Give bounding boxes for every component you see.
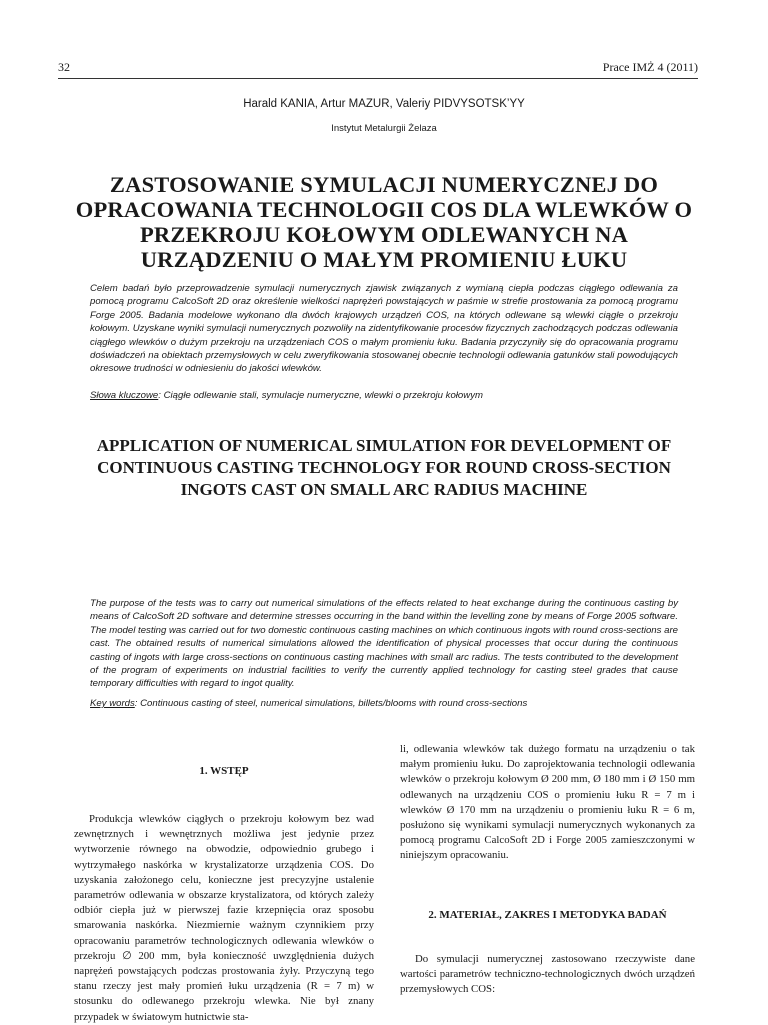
keywords-polish-text: : Ciągłe odlewanie stali, symulacje numeryczne, wlewki o przekroju kołowym: [158, 390, 483, 401]
keywords-english-text: : Continuous casting of steel, numerical simulations, billets/blooms with round cross-sections: [134, 698, 528, 709]
section-2-body: [400, 952, 695, 998]
keywords-polish: [90, 390, 678, 401]
left-column: [74, 812, 374, 1025]
section-2-heading: 2. MATERIAŁ, ZAKRES I METODYKA BADAŃ: [428, 909, 667, 921]
title-english: APPLICATION OF NUMERICAL SIMULATION FOR DEVELOPMENT OF CONTINUOUS CASTING TECHNOLOGY FOR ROUND CROSS-SECTION INGOTS CAST ON SMALL ARC RADIUS MACHINE: [96, 436, 672, 499]
abstract-english: The purpose of the tests was to carry out numerical simulations of the effects related to heat exchange during the continuous casting by means of CalcoSoft 2D software and determine stresses occurring in the band within the levelling zone by means of Forge 2005 software. The model testing was carried out for two domestic continuous casting machines on which continuous ingots with round cross-sections are cast. The obtained results of numerical simulations allowed the identification of physical processes that occur during the continuous casting of ingots with large cross-sections on continuous casting machines with small arc radius. The tests contributed to the development of the program of experiments on industrial facilities to verify the currently applied technology for casting steel grades that cause temporary difficulties with regard to ingot quality.: [90, 598, 678, 690]
keywords-english-label: Key words: [90, 698, 135, 709]
keywords-polish-label: Słowa kluczowe: [90, 390, 159, 401]
section-2-paragraph: Do symulacji numerycznej zastosowano rzeczywiste dane wartości parametrów techniczno-technologicznych dwóch urządzeń przemysłowych COS:: [400, 953, 695, 996]
section-1-heading: 1. WSTĘP: [199, 765, 249, 777]
page-number: 32: [58, 60, 70, 74]
abstract-polish: Celem badań było przeprowadzenie symulacji numerycznych zjawisk związanych z wymianą ciepła podczas ciągłego odlewania za pomocą programu CalcoSoft 2D oraz określenie wielkości naprężeń powstających w paśmie w strefie prostowania za pomocą programu Forge 2005. Badania modelowe wykonano dla dwóch krajowych urządzeń COS, na których odlewane są wlewki ciągłe o przekroju kołowym. Uzyskane wyniki symulacji numerycznych pozwoliły na zidentyfikowanie procesów fizycznych zachodzących podczas odlewania ciągłego wlewków o dużym przekroju na urządzeniach COS o małym promieniu łuku. Badania przyczyniły się do opracowania programu doświadczeń na obiektach przemysłowych w celu zweryfikowania stosowanej obecnie technologii odlewania gatunków stali powodujących okresowe trudności w odniesieniu do jakości wlewków.: [90, 283, 678, 375]
authors: Harald KANIA, Artur MAZUR, Valeriy PIDVYSOTSK’YY: [243, 98, 525, 110]
title-polish: ZASTOSOWANIE SYMULACJI NUMERYCZNEJ DO OPRACOWANIA TECHNOLOGII COS DLA WLEWKÓW O PRZEKROJU KOŁOWYM ODLEWANYCH NA URZĄDZENIU O MAŁYM PROMIENIU ŁUKU: [75, 172, 693, 272]
right-column: [400, 742, 695, 864]
section-1-paragraph: Produkcja wlewków ciągłych o przekroju kołowym bez wad zewnętrznych i wewnętrznych możliwa jest jedynie przez wytworzenie równego na obwodzie, odpowiednio grubego i wytrzymałego naskórka w krystalizatorze urządzenia COS. Do uzyskania założonego celu, konieczne jest precyzyjne ustalenie parametrów odlewania w obszarze krystalizatora, od których zależy odbiór ciepła już w pierwszej fazie krzepnięcia oraz sposobu smarowania naskórka. Niezmiernie ważnym czynnikiem przy opracowaniu parametrów technologicznych odlewania wlewków o przekroju ∅ 200 mm, była konieczność uwzględnienia dużych naprężeń powstających podczas prostowania żyły. Przyczyną tego stanu rzeczy jest mały promień łuku urządzenia (R = 7 m) w stosunku do odlewanego przekroju wlewka. Nie był znany przypadek w światowym hutnictwie sta-: [74, 813, 374, 1023]
right-column-paragraph: li, odlewania wlewków tak dużego formatu na urządzeniu o tak małym promieniu łuku. Do zaprojektowania technologii odlewania wlewków o przekroju kołowym Ø 200 mm, Ø 180 mm i Ø 150 mm odlewanych na urządzeniu COS o promieniu łuku R = 7 m i wlewków Ø 170 mm na urządzeniu o promieniu łuku R = 6 m, posłużono się wynikami symulacji numerycznych wykonanych za pomocą programu CalcoSoft 2D i Forge 2005 zamieszczonymi w niniejszym opracowaniu.: [400, 743, 695, 862]
institute: Instytut Metalurgii Żelaza: [331, 123, 437, 134]
journal-reference: Prace IMŻ 4 (2011): [602, 60, 698, 74]
keywords-english: [90, 698, 678, 709]
header-rule: [58, 78, 698, 79]
